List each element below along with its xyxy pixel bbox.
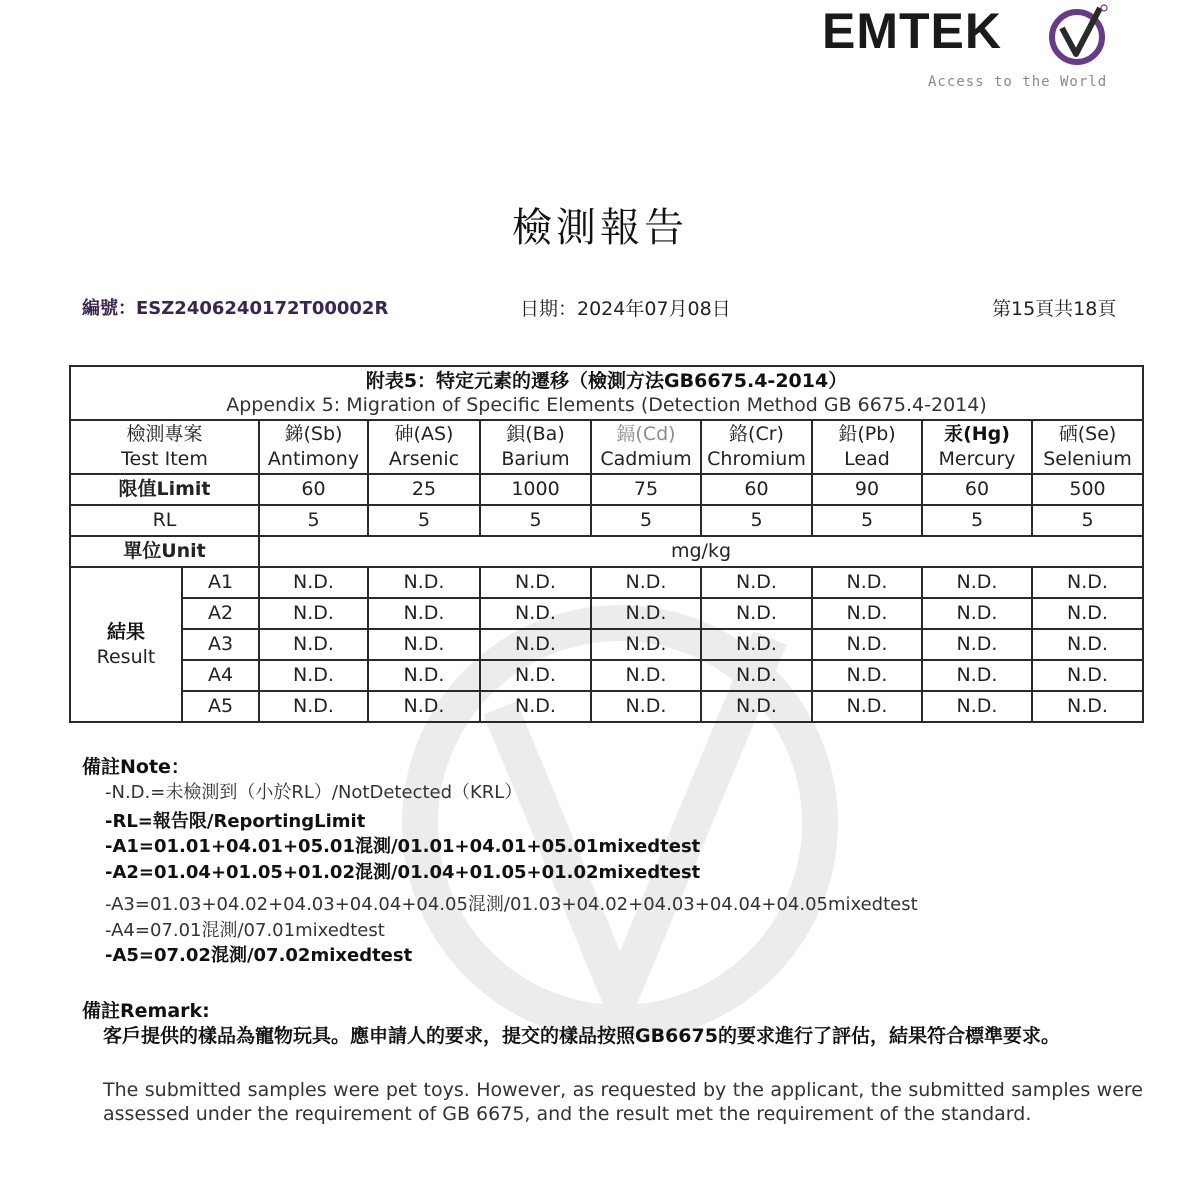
result-cell: N.D. <box>368 691 480 722</box>
logo-check-icon <box>1044 2 1110 68</box>
page-number: 第15頁共18頁 <box>992 298 1117 320</box>
result-cell: N.D. <box>922 567 1032 598</box>
rl-cell: 5 <box>1032 505 1143 536</box>
rl-label: RL <box>70 505 259 536</box>
result-cell: N.D. <box>591 567 701 598</box>
unit-row <box>70 536 1143 567</box>
rl-cell: 5 <box>259 505 368 536</box>
result-cell: N.D. <box>812 660 922 691</box>
limit-cell: 500 <box>1032 474 1143 505</box>
result-cell: N.D. <box>480 567 591 598</box>
remark-heading: 備註Remark: <box>82 1000 210 1022</box>
rl-cell: 5 <box>922 505 1032 536</box>
result-label-en: Result <box>96 645 156 668</box>
element-en: Antimony <box>267 448 360 470</box>
element-en: Mercury <box>938 448 1016 470</box>
element-en: Selenium <box>1043 448 1132 470</box>
unit-label: 單位Unit <box>70 536 259 567</box>
rl-cell: 5 <box>591 505 701 536</box>
limit-cell: 90 <box>812 474 922 505</box>
result-cell: N.D. <box>922 598 1032 629</box>
table-title-en: Appendix 5: Migration of Specific Elements (Detection Method GB 6675.4-2014) <box>226 394 987 416</box>
element-zh: 鋇(Ba) <box>506 423 565 445</box>
result-cell: N.D. <box>480 660 591 691</box>
result-cell: N.D. <box>1032 598 1143 629</box>
result-cell: N.D. <box>591 691 701 722</box>
unit-value: mg/kg <box>259 536 1143 567</box>
note-item: -A4=07.01混測/07.01mixedtest <box>105 920 385 941</box>
result-cell: N.D. <box>1032 691 1143 722</box>
element-header-cell <box>480 420 591 474</box>
element-header-cell <box>922 420 1032 474</box>
remark-text-en: The submitted samples were pet toys. However, as requested by the applicant, the submitted samples were assessed under the requirement of GB 6675, and the result met the requirement of the standard. <box>103 1079 1143 1125</box>
result-cell: N.D. <box>812 691 922 722</box>
item-label-en: Test Item <box>121 448 208 470</box>
rl-row <box>70 505 1143 536</box>
result-cell: N.D. <box>701 598 812 629</box>
result-cell: N.D. <box>368 629 480 660</box>
rl-cell: 5 <box>368 505 480 536</box>
result-cell: N.D. <box>701 629 812 660</box>
result-row <box>70 660 1143 691</box>
result-cell: N.D. <box>591 629 701 660</box>
result-cell: N.D. <box>701 691 812 722</box>
result-cell: N.D. <box>701 567 812 598</box>
result-row <box>70 629 1143 660</box>
result-cell: N.D. <box>922 660 1032 691</box>
result-cell: N.D. <box>368 567 480 598</box>
sample-id: A5 <box>182 691 259 722</box>
table-title-zh: 附表5：特定元素的遷移（檢測方法GB6675.4-2014） <box>365 370 848 392</box>
result-cell: N.D. <box>259 598 368 629</box>
element-zh: 鉻(Cr) <box>729 423 784 445</box>
sample-id: A3 <box>182 629 259 660</box>
element-zh: 鎘(Cd) <box>616 423 676 445</box>
element-header-row <box>70 420 1143 474</box>
logo-tagline: Access to the World <box>928 74 1108 90</box>
limit-cell: 60 <box>922 474 1032 505</box>
limit-cell: 75 <box>591 474 701 505</box>
note-item: -N.D.=未檢測到（小於RL）/NotDetected（KRL） <box>105 782 523 803</box>
element-header-cell <box>591 420 701 474</box>
result-cell: N.D. <box>812 598 922 629</box>
sample-id: A1 <box>182 567 259 598</box>
result-cell: N.D. <box>812 567 922 598</box>
report-number: 編號：ESZ2406240172T00002R <box>82 298 389 319</box>
result-cell: N.D. <box>259 567 368 598</box>
result-cell: N.D. <box>591 660 701 691</box>
logo-text: EMTEK <box>822 3 1002 59</box>
element-zh: 銻(Sb) <box>284 423 343 445</box>
limit-cell: 60 <box>259 474 368 505</box>
company-logo <box>822 0 1122 100</box>
element-zh: 硒(Se) <box>1058 423 1117 445</box>
limit-row <box>70 474 1143 505</box>
notes-heading: 備註Note： <box>82 756 190 778</box>
result-cell: N.D. <box>259 629 368 660</box>
result-cell: N.D. <box>1032 660 1143 691</box>
result-cell: N.D. <box>259 660 368 691</box>
report-date: 日期：2024年07月08日 <box>520 298 731 320</box>
table-heading <box>70 366 1143 420</box>
element-en: Lead <box>844 448 890 470</box>
result-cell: N.D. <box>368 660 480 691</box>
result-cell: N.D. <box>1032 629 1143 660</box>
note-item: -RL=報告限/ReportingLimit <box>105 811 366 832</box>
page-title: 檢測報告 <box>512 205 688 251</box>
result-row <box>70 567 1143 598</box>
item-label-cell <box>70 420 259 474</box>
element-zh: 汞(Hg) <box>944 423 1010 445</box>
note-item: -A1=01.01+04.01+05.01混測/01.01+04.01+05.01mixedtest <box>105 836 701 857</box>
result-cell: N.D. <box>1032 567 1143 598</box>
result-label-cell <box>70 567 182 722</box>
remark-text-zh: 客戶提供的樣品為寵物玩具。應申請人的要求，提交的樣品按照GB6675的要求進行了評估，結果符合標準要求。 <box>103 1025 1060 1047</box>
limit-label: 限值Limit <box>70 474 259 505</box>
limit-cell: 25 <box>368 474 480 505</box>
result-cell: N.D. <box>480 629 591 660</box>
element-en: Chromium <box>707 448 806 470</box>
element-zh: 鉛(Pb) <box>838 423 896 445</box>
element-header-cell <box>259 420 368 474</box>
note-item: -A5=07.02混測/07.02mixedtest <box>105 945 413 966</box>
sample-id: A2 <box>182 598 259 629</box>
element-header-cell <box>812 420 922 474</box>
element-header-cell <box>701 420 812 474</box>
element-en: Arsenic <box>388 448 460 470</box>
element-header-cell <box>368 420 480 474</box>
rl-cell: 5 <box>812 505 922 536</box>
result-row <box>70 691 1143 722</box>
element-header-cell <box>1032 420 1143 474</box>
item-label-zh: 檢測專案 <box>126 423 203 445</box>
rl-cell: 5 <box>480 505 591 536</box>
result-cell: N.D. <box>480 691 591 722</box>
result-cell: N.D. <box>922 629 1032 660</box>
migration-results-table <box>69 365 1144 723</box>
note-item: -A2=01.04+01.05+01.02混測/01.04+01.05+01.02mixedtest <box>105 862 701 883</box>
result-cell: N.D. <box>368 598 480 629</box>
result-row <box>70 598 1143 629</box>
notes-section <box>82 752 1172 1125</box>
result-cell: N.D. <box>812 629 922 660</box>
result-cell: N.D. <box>259 691 368 722</box>
rl-cell: 5 <box>701 505 812 536</box>
result-cell: N.D. <box>701 660 812 691</box>
limit-cell: 60 <box>701 474 812 505</box>
element-zh: 砷(AS) <box>394 423 454 445</box>
sample-id: A4 <box>182 660 259 691</box>
result-label-zh: 結果 <box>106 620 145 643</box>
result-cell: N.D. <box>591 598 701 629</box>
result-cell: N.D. <box>922 691 1032 722</box>
result-cell: N.D. <box>480 598 591 629</box>
limit-cell: 1000 <box>480 474 591 505</box>
element-en: Barium <box>501 448 570 470</box>
element-en: Cadmium <box>600 448 692 470</box>
note-item: -A3=01.03+04.02+04.03+04.04+04.05混測/01.03+04.02+04.03+04.04+04.05mixedtest <box>105 894 918 915</box>
